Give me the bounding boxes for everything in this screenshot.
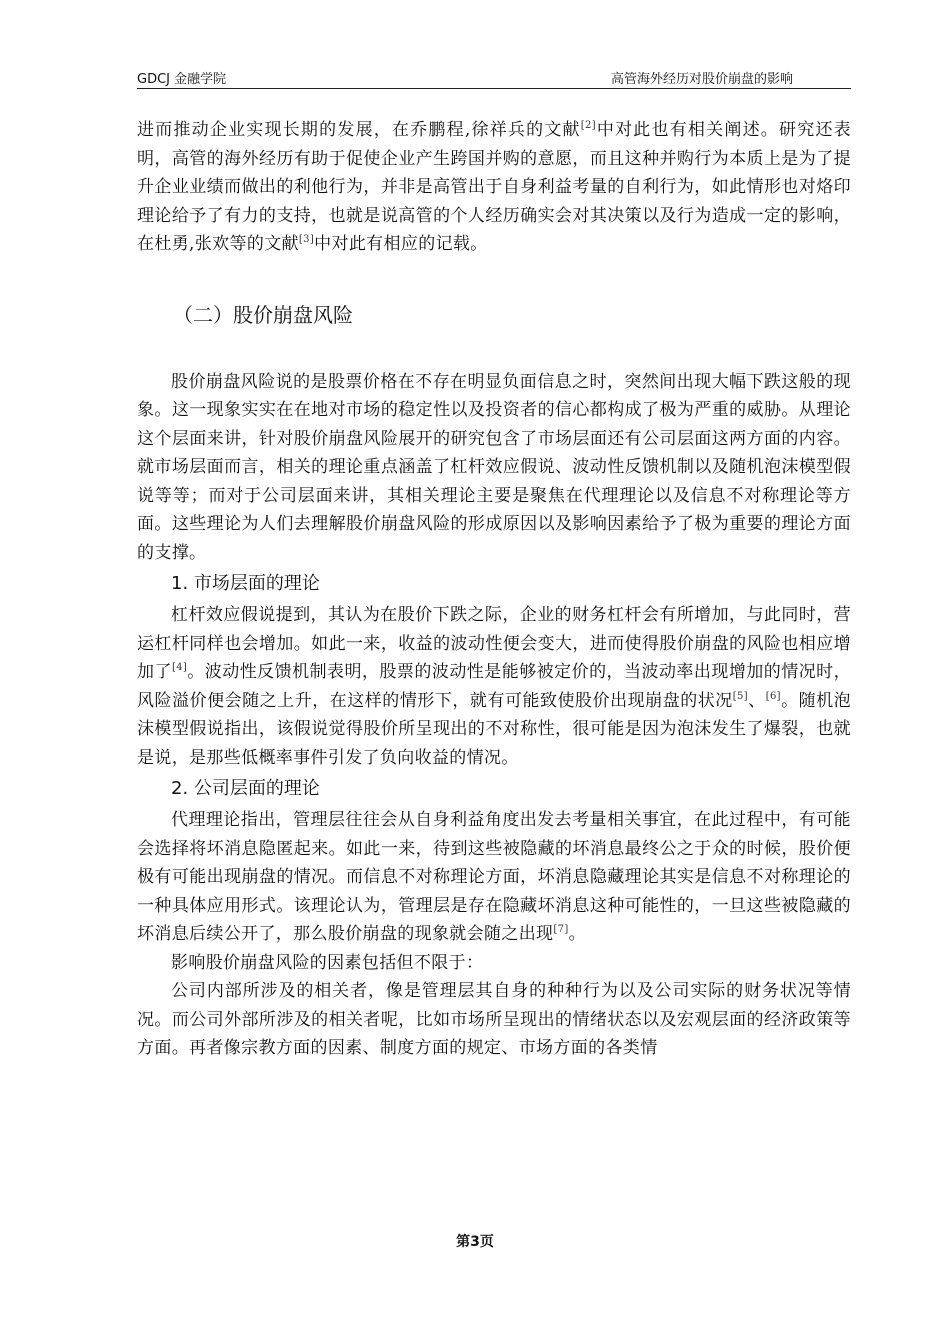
text-run: 。随机泡沫模型假说指出，该假说觉得股价所呈现出的不对称性，很可能是因为泡沫发生了爆裂，也就是说，是那些低概率事件引发了负向收益的情况。 — [137, 690, 851, 768]
header-institution: GDCJ 金融学院 — [137, 72, 227, 87]
text-run: 、 — [747, 690, 766, 711]
text-run: 代理理论指出，管理层往往会从自身利益角度出发去考量相关事宜，在此过程中，有可能会选择将坏消息隐匿起来。如此一来，待到这些被隐藏的坏消息最终公之于众的时候，股价便极有可能出现崩盘的情况。而信息不对称理论方面，坏消息隐藏理论其实是信息不对称理论的一种具体应用形式。该理论认为，管理层是存在隐藏坏消息这种可能性的，一旦这些被隐藏的坏消息后续公开了，那么股价崩盘的现象就会随之出现 — [137, 810, 851, 944]
paragraph-crash-risk-definition: 股价崩盘风险说的是股票价格在不存在明显负面信息之时，突然间出现大幅下跌这般的现象。这一现象实实在在地对市场的稳定性以及投资者的信心都构成了极为严重的威胁。从理论这个层面来讲，针对股价崩盘风险展开的研究包含了市场层面还有公司层面这两方面的内容。就市场层面而言，相关的理论重点涵盖了杠杆效应假说、波动性反馈机制以及随机泡沫模型假说等等；而对于公司层面来讲，其相关理论主要是聚焦在代理理论以及信息不对称理论等方面。这些理论为人们去理解股价崩盘风险的形成原因以及影响因素给予了极为重要的理论方面的支撑。 — [137, 371, 851, 563]
paragraph-company-theories — [137, 806, 851, 949]
subsection-heading-company: 2. 公司层面的理论 — [171, 778, 320, 799]
citation-ref: [6] — [765, 690, 781, 702]
paragraph-market-theories — [137, 601, 851, 772]
page-body — [137, 116, 851, 1063]
text-run: 中对此有相应的记载。 — [314, 234, 488, 254]
citation-ref: [4] — [171, 662, 188, 673]
citation-ref: [7] — [553, 924, 569, 935]
page-number: 第3页 — [456, 1234, 494, 1250]
citation-ref: [3] — [298, 234, 315, 245]
paragraph-continuation — [137, 116, 851, 259]
paragraph-factors-intro: 影响股价崩盘风险的因素包括但不限于： — [171, 952, 484, 973]
citation-ref: [2] — [580, 120, 596, 131]
text-run: 进而推动企业实现长期的发展，在乔鹏程,徐祥兵的文献 — [137, 120, 581, 140]
subsection-heading-market: 1. 市场层面的理论 — [171, 573, 320, 594]
text-run: 。波动性反馈机制表明，股票的波动性是能够被定价的，当波动率出现增加的情况时，风险溢价便会随之上升，在这样的情形下，就有可能致使股价出现崩盘的状况 — [137, 662, 851, 711]
text-run: 。 — [568, 924, 586, 944]
text-run: 杠杆效应假说提到，其认为在股价下跌之际，企业的财务杠杆会有所增加，与此同时，营运杠杆同样也会增加。如此一来，收益的波动性便会变大，进而使得股价崩盘的风险也相应增加了 — [137, 605, 851, 682]
citation-ref: [5] — [732, 690, 748, 702]
paragraph-factors-detail: 公司内部所涉及的相关者，像是管理层其自身的种种行为以及公司实际的财务状况等情况。而公司外部所涉及的相关者呢，比如市场所呈现出的情绪状态以及宏观层面的经济政策等方面。再者像宗教方面的因素、制度方面的规定、市场方面的各类情 — [137, 981, 851, 1058]
text-run: 中对此也有相关阐述。研究还表明，高管的海外经历有助于促使企业产生跨国并购的意愿，而且这种并购行为本质上是为了提升企业业绩而做出的利他行为，并非是高管出于自身利益考量的自利行为，如此情形也对烙印理论给予了有力的支持，也就是说高管的个人经历确实会对其决策以及行为造成一定的影响，在杜勇,张欢等的文献 — [137, 120, 852, 254]
page-header — [137, 66, 851, 89]
header-paper-title: 高管海外经历对股价崩盘的影响 — [610, 72, 793, 87]
section-heading: （二）股价崩盘风险 — [173, 302, 353, 327]
